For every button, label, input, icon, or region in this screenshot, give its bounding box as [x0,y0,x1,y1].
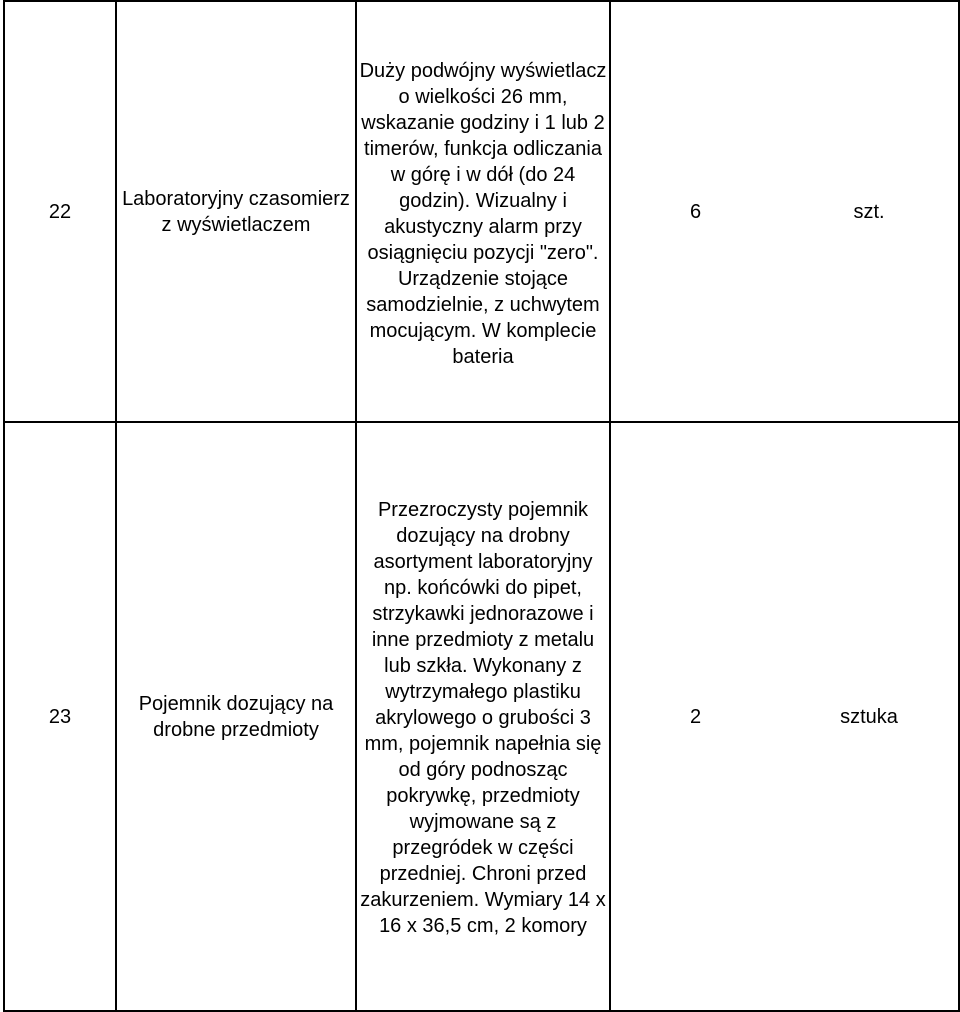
item-unit: szt. [780,1,959,422]
specification-table [3,0,960,1012]
item-description: Przezroczysty pojemnik dozujący na drobny asortyment laboratoryjny np. końcówki do pipet, strzykawki jednorazowe i inne przedmioty z metalu lub szkła. Wykonany z wytrzymałego plastiku akrylowego o grubości 3 mm, pojemnik napełnia się od góry podnosząc pokrywkę, przedmioty wyjmowane są z przegródek w części przedniej. Chroni przed zakurzeniem. Wymiary 14 x 16 x 36,5 cm, 2 komory [356,422,610,1011]
item-quantity: 2 [610,422,780,1011]
item-description: Duży podwójny wyświetlacz o wielkości 26 mm, wskazanie godziny i 1 lub 2 timerów, funkcja odliczania w górę i w dół (do 24 godzin). Wizualny i akustyczny alarm przy osiągnięciu pozycji "zero". Urządzenie stojące samodzielnie, z uchwytem mocującym. W komplecie bateria [356,1,610,422]
item-name: Pojemnik dozujący na drobne przedmioty [116,422,356,1011]
item-name: Laboratoryjny czasomierz z wyświetlaczem [116,1,356,422]
table-row [4,1,959,422]
table-row [4,422,959,1011]
item-quantity: 6 [610,1,780,422]
item-number: 22 [4,1,116,422]
item-number: 23 [4,422,116,1011]
item-unit: sztuka [780,422,959,1011]
